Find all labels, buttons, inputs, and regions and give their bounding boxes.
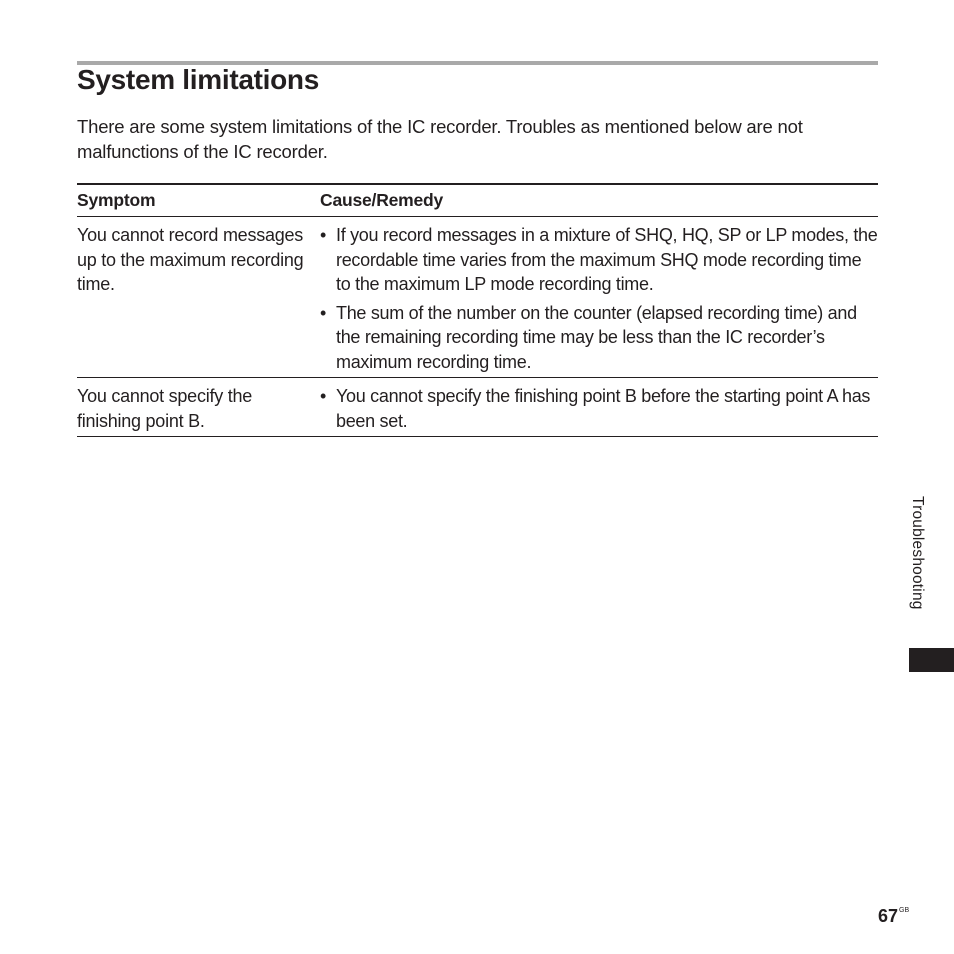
cause-cell — [320, 384, 878, 433]
symptom-cell: You cannot record messages up to the maximum recording time. — [77, 225, 304, 294]
bullet-icon: • — [320, 386, 327, 406]
table-header — [77, 185, 878, 217]
cause-text: You cannot specify the finishing point B before the starting point A has been set. — [336, 386, 871, 431]
cause-item — [320, 301, 878, 375]
cause-cell — [320, 223, 878, 374]
limitations-table — [77, 183, 878, 437]
page-number — [878, 906, 909, 927]
table-row — [77, 217, 878, 378]
cause-item — [320, 384, 878, 433]
intro-paragraph: There are some system limitations of the IC recorder. Troubles as mentioned below are not malfunctions of the IC recorder. — [77, 116, 803, 162]
cause-list — [320, 223, 878, 374]
cause-text: The sum of the number on the counter (elapsed recording time) and the remaining recording time may be less than the IC recorder’s maximum recording time. — [336, 302, 857, 372]
page-number-suffix: GB — [899, 907, 910, 914]
cause-text: If you record messages in a mixture of SHQ, HQ, SP or LP modes, the recordable time varies from the maximum SHQ mode recording time to the maximum LP mode recording time. — [336, 225, 878, 294]
table-row — [77, 378, 878, 437]
page-number-value: 67 — [878, 906, 899, 926]
bullet-icon: • — [320, 225, 327, 245]
cause-list — [320, 384, 878, 433]
header-symptom: Symptom — [77, 190, 156, 210]
bullet-icon: • — [320, 302, 327, 323]
cause-item — [320, 223, 878, 297]
page-title: System limitations — [77, 64, 320, 95]
section-tab-marker — [909, 648, 954, 672]
symptom-cell: You cannot specify the finishing point B. — [77, 386, 252, 431]
header-cause-remedy: Cause/Remedy — [320, 190, 444, 210]
section-side-label: Troubleshooting — [909, 496, 926, 610]
